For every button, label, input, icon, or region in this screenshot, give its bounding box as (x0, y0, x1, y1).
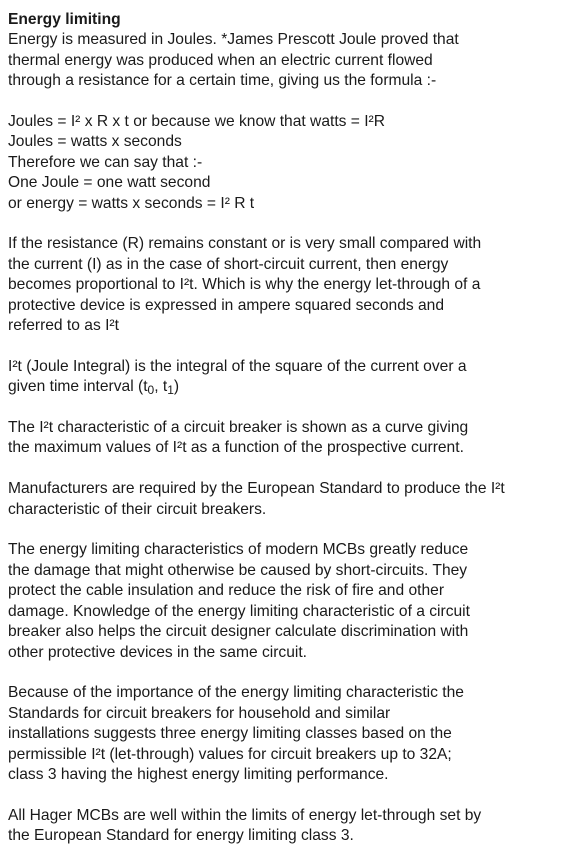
formula-line: Therefore we can say that :- (8, 153, 203, 171)
text-line: protect the cable insulation and reduce the risk of fire and other (8, 582, 445, 600)
time-interval-separator: , t (154, 378, 168, 396)
modern-mcb-paragraph (8, 540, 574, 662)
text-line: the damage that might otherwise be caused by short-circuits. They (8, 561, 468, 579)
hager-paragraph (8, 806, 574, 847)
text-line: the current (I) as in the case of short-circuit current, then energy (8, 255, 449, 273)
document-title: Energy limiting (8, 11, 121, 28)
text-line: protective device is expressed in ampere squared seconds and (8, 296, 445, 314)
joule-integral-paragraph (8, 357, 574, 398)
formula-line: One Joule = one watt second (8, 174, 211, 192)
text-line: installations suggests three energy limiting classes based on the (8, 725, 452, 743)
text-line: If the resistance (R) remains constant or is very small compared with (8, 235, 482, 253)
text-line: permissible I²t (let-through) values for circuit breakers up to 32A; (8, 745, 452, 763)
text-line: The I²t characteristic of a circuit breaker is shown as a curve giving (8, 419, 469, 437)
text-line: Energy is measured in Joules. *James Prescott Joule proved that (8, 31, 459, 49)
document-page (8, 10, 574, 867)
formula-line: Joules = watts x seconds (8, 133, 182, 151)
time-interval-line (8, 377, 574, 397)
formula-line: or energy = watts x seconds = I² R t (8, 194, 255, 212)
text-line: the maximum values of I²t as a function of the prospective current. (8, 439, 464, 457)
intro-paragraph (8, 30, 574, 91)
text-line: I²t (Joule Integral) is the integral of the square of the current over a (8, 357, 467, 375)
subscript-1: 1 (167, 383, 174, 398)
text-line: Standards for circuit breakers for household and similar (8, 704, 391, 722)
text-line: characteristic of their circuit breakers. (8, 500, 267, 518)
text-line: through a resistance for a certain time, giving us the formula :- (8, 72, 437, 90)
text-line: the European Standard for energy limiting class 3. (8, 827, 354, 845)
formula-line: Joules = I² x R x t or because we know that watts = I²R (8, 113, 386, 131)
manufacturers-paragraph (8, 479, 574, 520)
text-line: Because of the importance of the energy limiting characteristic the (8, 684, 464, 702)
formula-block (8, 112, 574, 214)
text-line: All Hager MCBs are well within the limits of energy let-through set by (8, 806, 482, 824)
time-interval-prefix: given time interval (t (8, 378, 148, 396)
energy-classes-paragraph (8, 683, 574, 785)
text-line: thermal energy was produced when an electric current flowed (8, 51, 433, 69)
text-line: breaker also helps the circuit designer calculate discrimination with (8, 623, 469, 641)
text-line: class 3 having the highest energy limiting performance. (8, 765, 389, 783)
text-line: becomes proportional to I²t. Which is why the energy let-through of a (8, 276, 481, 294)
text-line: referred to as I²t (8, 317, 119, 335)
text-line: other protective devices in the same circuit. (8, 643, 308, 661)
resistance-paragraph (8, 234, 574, 336)
text-line: damage. Knowledge of the energy limiting characteristic of a circuit (8, 602, 470, 620)
text-line: The energy limiting characteristics of modern MCBs greatly reduce (8, 541, 469, 559)
characteristic-paragraph (8, 418, 574, 459)
text-line: Manufacturers are required by the European Standard to produce the I²t (8, 480, 505, 498)
time-interval-suffix: ) (173, 378, 180, 396)
subscript-0: 0 (147, 383, 155, 398)
